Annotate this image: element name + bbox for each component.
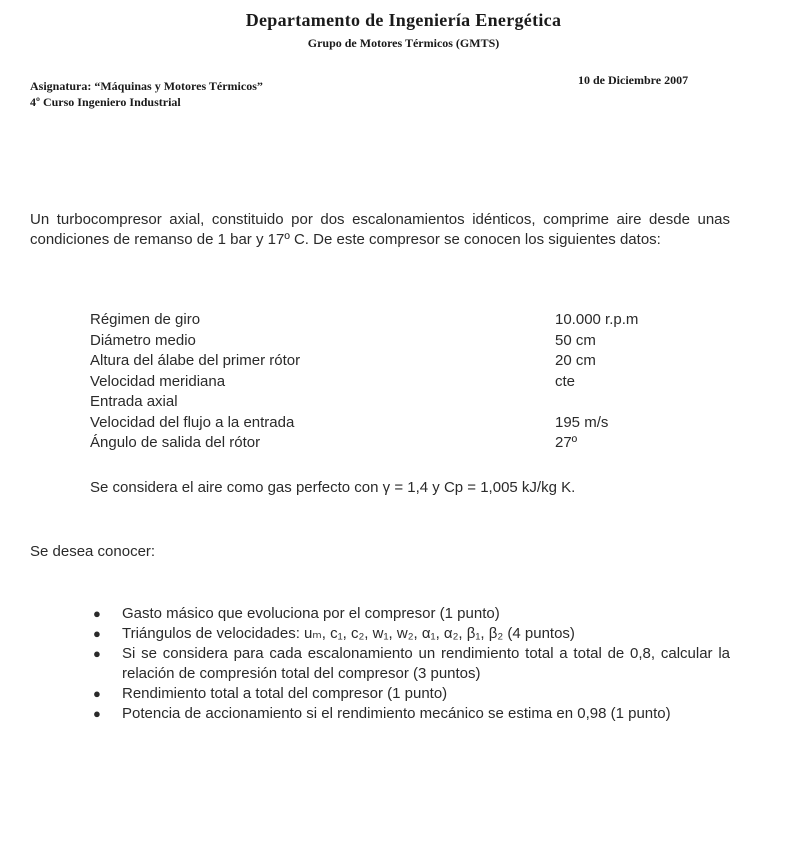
data-label: Velocidad del flujo a la entrada (90, 413, 295, 431)
data-value: 20 cm (555, 352, 596, 369)
data-row-rotational-speed (90, 311, 710, 332)
list-item (90, 684, 730, 704)
data-row-meridional-velocity (90, 373, 710, 394)
data-label: Altura del álabe del primer rótor (90, 352, 301, 369)
question-text: Potencia de accionamiento si el rendimiento mecánico se estima en 0,98 (1 punto) (122, 705, 671, 722)
bullet-icon: ● (93, 626, 101, 641)
data-label: Velocidad meridiana (90, 372, 226, 390)
list-item (90, 644, 730, 684)
bullet-icon: ● (93, 706, 101, 721)
course-line: 4º Curso Ingeniero Industrial (30, 95, 181, 109)
data-label: Ángulo de salida del rótor (90, 434, 261, 451)
questions-heading: Se desea conocer: (30, 543, 156, 560)
group-name: Grupo de Motores Térmicos (GMTS) (307, 36, 500, 50)
question-text: Triángulos de velocidades: uₘ, c₁, c₂, w₁, w₂, α₁, α₂, β₁, β₂ (4 puntos) (122, 625, 575, 642)
data-value: cte (555, 372, 576, 390)
given-data-table (90, 311, 710, 455)
subject-line: Asignatura: “Máquinas y Motores Térmicos” (30, 79, 263, 93)
bullet-icon: ● (93, 646, 101, 661)
data-value: 10.000 r.p.m (555, 311, 639, 328)
department-title: Departamento de Ingeniería Energética (245, 10, 562, 30)
data-value: 27º (555, 434, 578, 451)
list-item (90, 704, 730, 724)
data-row-inlet-velocity (90, 414, 710, 435)
list-item (90, 624, 730, 644)
exam-date: 10 de Diciembre 2007 (578, 73, 689, 87)
data-label: Diámetro medio (90, 331, 196, 349)
question-text: Gasto másico que evoluciona por el compresor (1 punto) (122, 605, 500, 622)
problem-statement: Un turbocompresor axial, constituido por dos escalonamientos idénticos, comprime aire desde unas condiciones de remanso de 1 bar y 17º C. De este compresor se conocen los siguientes datos: (30, 211, 730, 248)
data-row-blade-height (90, 352, 710, 373)
bullet-icon: ● (93, 606, 101, 621)
list-item (90, 604, 730, 624)
question-text: Si se considera para cada escalonamiento un rendimiento total a total de 0,8, calcular la relación de compresión total del compresor (3 puntos) (122, 645, 730, 682)
bullet-icon: ● (93, 686, 101, 701)
data-label: Entrada axial (90, 393, 178, 410)
data-row-mean-diameter (90, 332, 710, 353)
data-label: Régimen de giro (90, 311, 201, 328)
data-value: 50 cm (555, 331, 596, 349)
question-text: Rendimiento total a total del compresor (1 punto) (122, 685, 448, 702)
data-row-axial-inlet (90, 393, 710, 414)
gas-properties-note: Se considera el aire como gas perfecto con γ = 1,4 y Cp = 1,005 kJ/kg K. (90, 479, 576, 496)
questions-list (90, 604, 730, 724)
data-row-rotor-exit-angle (90, 434, 710, 455)
data-value: 195 m/s (555, 413, 609, 431)
